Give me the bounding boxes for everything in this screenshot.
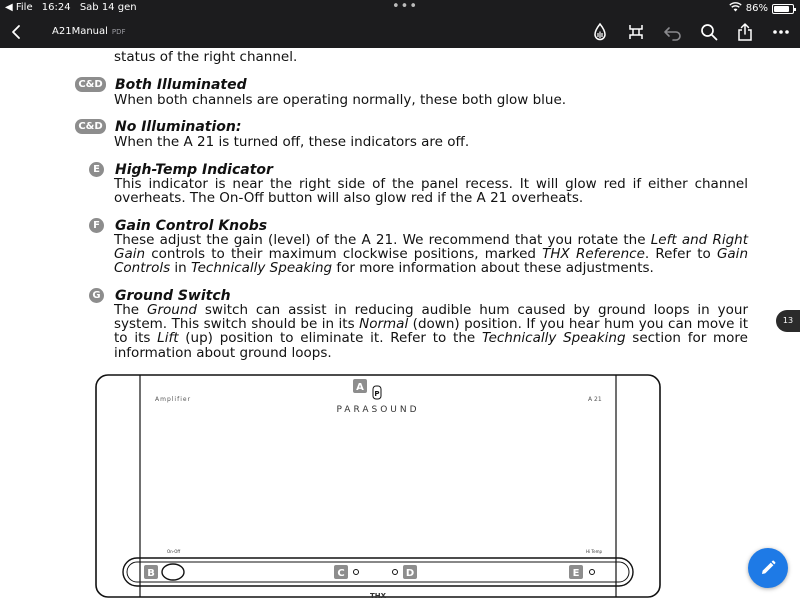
- paragraph-high-temp: This indicator is near the right side of the panel recess. It will glow red if either channel overheats. The On-Off button will also glow red if the A 21 overheats.: [114, 176, 748, 207]
- multitasking-dots-icon[interactable]: •••: [392, 0, 419, 14]
- status-time: 16:24: [41, 2, 71, 13]
- amplifier-front-panel-diagram: [95, 374, 661, 598]
- paragraph-both-illuminated: When both channels are operating normally, these both glow blue.: [114, 92, 567, 108]
- badge-f: F: [89, 218, 104, 233]
- italic-span: Gain Controls: [114, 246, 748, 277]
- pdf-page[interactable]: [0, 48, 800, 600]
- search-icon[interactable]: [698, 21, 720, 43]
- hitemp-indicator: [590, 570, 595, 575]
- document-name: A21Manual: [52, 26, 108, 37]
- panel-label-amplifier: Amplifier: [155, 396, 192, 403]
- document-type: PDF: [111, 28, 126, 36]
- battery-icon: [772, 4, 794, 14]
- paragraph-fragment: status of the right channel.: [114, 49, 298, 65]
- badge-cd-both: C&D: [75, 77, 106, 92]
- thx-logo: THX: [369, 592, 387, 600]
- paragraph-ground-switch: [114, 303, 748, 360]
- panel-label-onoff: On-Off: [167, 549, 181, 554]
- text-span: (up) position to eliminate it. Refer to the: [178, 330, 482, 347]
- back-to-app-link[interactable]: ◀ File: [5, 2, 33, 13]
- onoff-button-drawing: [162, 564, 184, 580]
- app-toolbar: [0, 16, 800, 48]
- wifi-icon: [729, 2, 742, 15]
- text-span: switch can assist in reducing audible hum caused by ground loops in your system. This switch should be in its: [114, 302, 748, 333]
- reading-mode-icon[interactable]: [625, 21, 647, 43]
- badge-g: G: [89, 288, 104, 303]
- text-span: controls to their maximum clockwise positions, marked: [145, 246, 543, 263]
- italic-span: Technically Speaking: [191, 260, 333, 277]
- battery-percent: 86%: [745, 3, 768, 14]
- italic-span: Ground: [147, 302, 197, 318]
- text-span: in: [170, 260, 192, 277]
- panel-label-hitemp: Hi Temp: [586, 549, 603, 554]
- text-span: . Refer to: [644, 246, 717, 263]
- callout-a-label: A: [356, 382, 364, 393]
- text-span: section for more information about ground loops.: [114, 330, 748, 361]
- text-span: (down) position. If you hear hum you can move it to its: [114, 316, 748, 347]
- badge-e: E: [89, 162, 104, 177]
- badge-cd-none: C&D: [75, 119, 106, 134]
- right-channel-indicator: [393, 570, 398, 575]
- document-title: [52, 26, 126, 37]
- tts-icon[interactable]: [589, 21, 611, 43]
- callout-c-label: C: [337, 568, 345, 579]
- page-number-indicator[interactable]: 13: [776, 310, 800, 332]
- brand-name: PARASOUND: [336, 405, 420, 415]
- status-bar: [0, 0, 800, 16]
- heading-high-temp: High-Temp Indicator: [115, 162, 273, 178]
- callout-e-label: E: [572, 568, 580, 579]
- heading-no-illumination: No Illumination:: [115, 119, 242, 135]
- more-icon[interactable]: [770, 21, 792, 43]
- undo-icon[interactable]: [662, 21, 684, 43]
- text-span: for more information about these adjustments.: [332, 260, 654, 277]
- heading-both-illuminated: Both Illuminated: [115, 77, 247, 93]
- callout-b-label: B: [147, 568, 155, 579]
- share-icon[interactable]: [734, 21, 756, 43]
- callout-d-label: D: [405, 568, 415, 579]
- heading-gain-control: Gain Control Knobs: [115, 218, 268, 234]
- paragraph-no-illumination: When the A 21 is turned off, these indicators are off.: [114, 134, 470, 150]
- annotate-button[interactable]: [748, 548, 788, 588]
- paragraph-gain-control: [114, 233, 748, 276]
- italic-span: Lift: [157, 330, 179, 347]
- battery-fill: [774, 6, 789, 12]
- italic-span: THX Reference: [542, 246, 645, 263]
- left-channel-indicator: [354, 570, 359, 575]
- brand-logo-letter: P: [374, 390, 380, 398]
- italic-span: Technically Speaking: [481, 330, 626, 347]
- text-span: The: [114, 302, 148, 318]
- back-chevron-icon[interactable]: [8, 22, 26, 42]
- panel-label-model: A 21: [588, 396, 602, 403]
- heading-ground-switch: Ground Switch: [115, 288, 231, 304]
- text-span: These adjust the gain (level) of the A 21. We recommend that you rotate the: [114, 232, 651, 248]
- status-date: Sab 14 gen: [79, 2, 137, 13]
- pencil-icon: [759, 559, 777, 577]
- italic-span: Normal: [359, 316, 409, 333]
- italic-span: Left and Right Gain: [114, 232, 749, 263]
- panel-recess-inner: [127, 562, 629, 582]
